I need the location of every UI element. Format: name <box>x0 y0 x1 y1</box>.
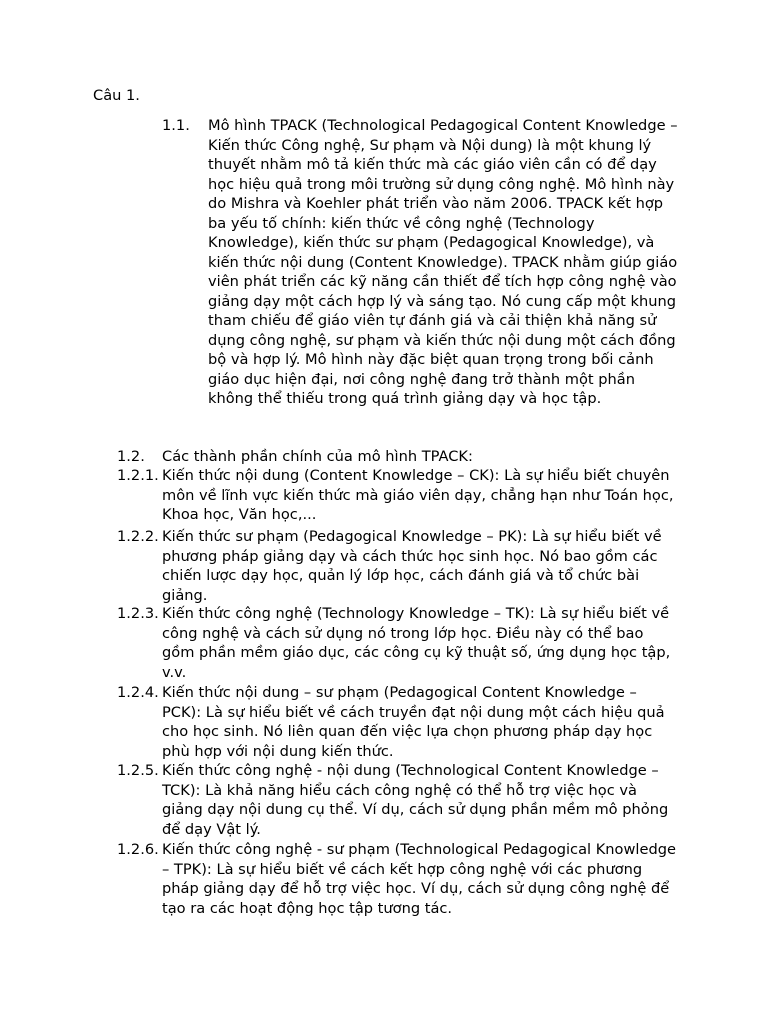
list-item-1-2-2 <box>117 527 676 605</box>
list-number: 1.1. <box>162 117 190 134</box>
list-number: 1.2.2. <box>117 528 159 545</box>
list-number: 1.2.6. <box>117 841 159 858</box>
paragraph-text: Kiến thức công nghệ - sư phạm (Technological Pedagogical Knowledge – TPK): Là sự hiểu biết về cách kết hợp công nghệ với các phương pháp giảng dạy để hỗ trợ việc học. Ví dụ, cách sử dụng công nghệ để tạo ra các hoạt động học tập tương tác. <box>162 841 676 917</box>
list-item-1-1 <box>162 116 678 409</box>
list-number: 1.2.5. <box>117 762 159 779</box>
paragraph-text: Kiến thức công nghệ (Technology Knowledge – TK): Là sự hiểu biết về công nghệ và cách sử dụng nó trong lớp học. Điều này có thể bao gồm phần mềm giáo dục, các công cụ kỹ thuật số, ứng dụng học tập, v.v. <box>162 605 671 681</box>
paragraph-text: Các thành phần chính của mô hình TPACK: <box>162 448 473 465</box>
list-number: 1.2.1. <box>117 467 159 484</box>
paragraph-text: Kiến thức công nghệ - nội dung (Technological Content Knowledge – TCK): Là khả năng hiểu cách công nghệ có thể hỗ trợ việc học và giảng dạy nội dung cụ thể. Ví dụ, cách sử dụng phần mềm mô phỏng để dạy Vật lý. <box>162 762 669 838</box>
list-item-1-2-5 <box>117 761 676 839</box>
list-item-1-2 <box>117 447 677 467</box>
list-number: 1.2.3. <box>117 605 159 622</box>
list-number: 1.2. <box>117 448 145 465</box>
list-item-1-2-3 <box>117 604 676 682</box>
list-item-1-2-1 <box>117 466 676 525</box>
paragraph-text: Kiến thức nội dung (Content Knowledge – CK): Là sự hiểu biết chuyên môn về lĩnh vực kiến thức mà giáo viên dạy, chẳng hạn như Toán học, Khoa học, Văn học,... <box>162 467 674 523</box>
list-number: 1.2.4. <box>117 684 159 701</box>
list-item-1-2-4 <box>117 683 676 761</box>
list-item-1-2-6 <box>117 840 676 918</box>
question-heading: Câu 1. <box>93 87 140 104</box>
paragraph-text: Kiến thức nội dung – sư phạm (Pedagogical Content Knowledge – PCK): Là sự hiểu biết về cách truyền đạt nội dung một cách hiệu quả cho học sinh. Nó liên quan đến việc lựa chọn phương pháp dạy học phù hợp với nội dung kiến thức. <box>162 684 665 760</box>
paragraph-text: Kiến thức sư phạm (Pedagogical Knowledge – PK): Là sự hiểu biết về phương pháp giảng dạy và cách thức học sinh học. Nó bao gồm các chiến lược dạy học, quản lý lớp học, cách đánh giá và tổ chức bài giảng. <box>162 528 662 604</box>
paragraph-text: Mô hình TPACK (Technological Pedagogical Content Knowledge – Kiến thức Công nghệ, Sư phạm và Nội dung) là một khung lý thuyết nhằm mô tả kiến thức mà các giáo viên cần có để dạy học hiệu quả trong môi trường sử dụng công nghệ. Mô hình này do Mishra và Koehler phát triển vào năm 2006. TPACK kết hợp ba yếu tố chính: kiến thức về công nghệ (Technology Knowledge), kiến thức sư phạm (Pedagogical Knowledge), và kiến thức nội dung (Content Knowledge). TPACK nhằm giúp giáo viên phát triển các kỹ năng cần thiết để tích hợp công nghệ vào giảng dạy một cách hợp lý và sáng tạo. Nó cung cấp một khung tham chiếu để giáo viên tự đánh giá và cải thiện khả năng sử dụng công nghệ, sư phạm và kiến thức nội dung một cách đồng bộ và hợp lý. Mô hình này đặc biệt quan trọng trong bối cảnh giáo dục hiện đại, nơi công nghệ đang trở thành một phần không thể thiếu trong quá trình giảng dạy và học tập. <box>208 117 678 407</box>
